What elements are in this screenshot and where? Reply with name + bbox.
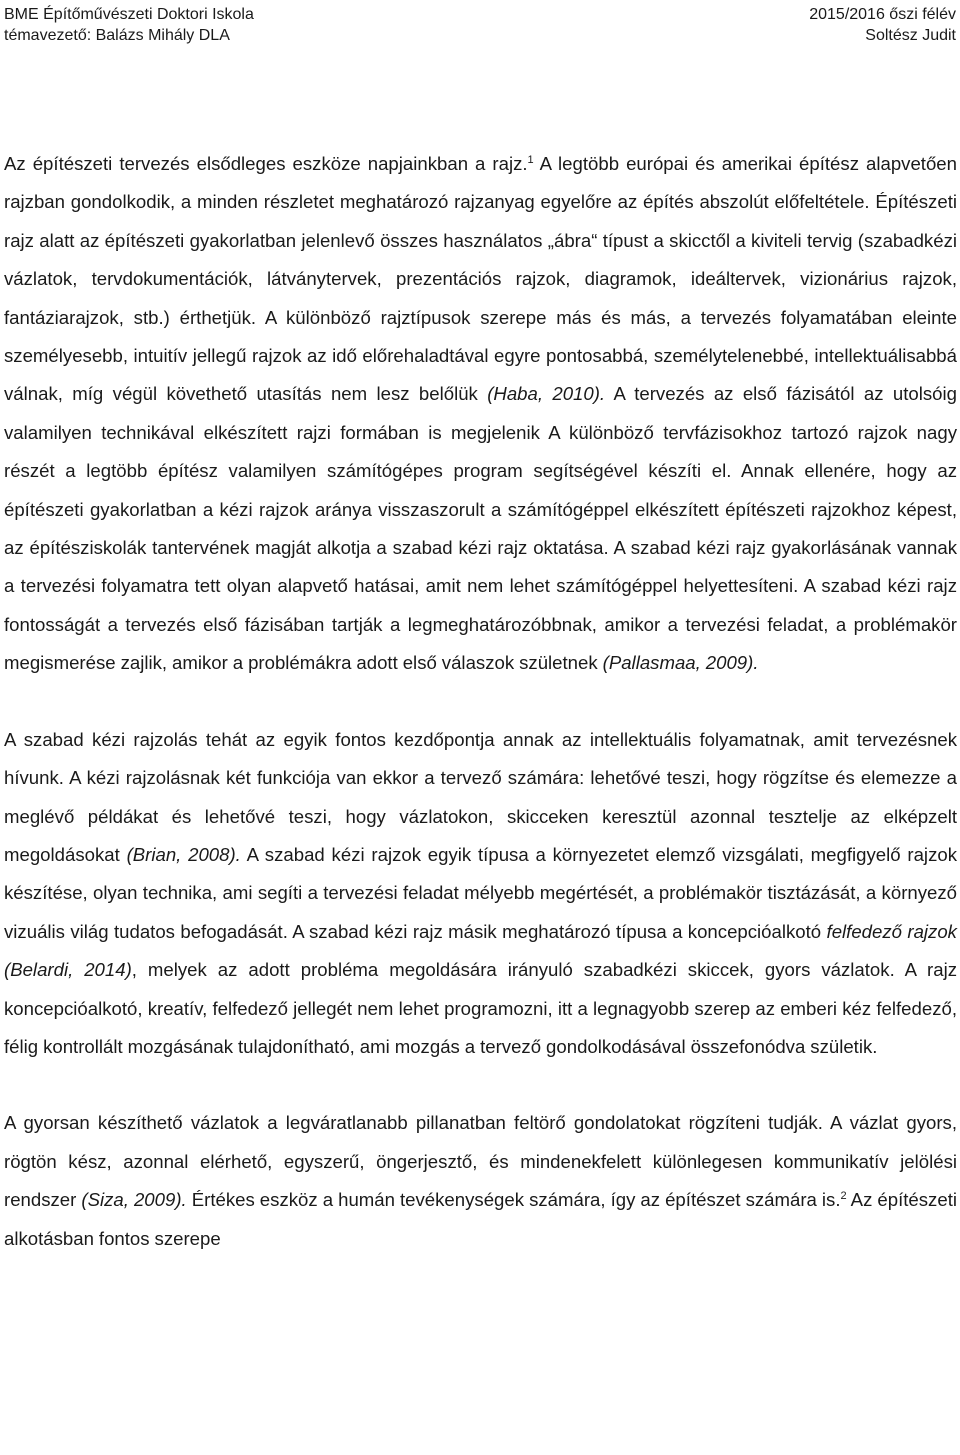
author-name: Soltész Judit — [865, 27, 956, 44]
footnote-ref-2[interactable]: 2 — [840, 1190, 847, 1203]
paragraph-3-text-3: Az építészeti alkotásban fontos szerepe — [4, 1189, 957, 1249]
citation-belardi: felfedező rajzok (Belardi, 2014) — [4, 920, 957, 981]
semester: 2015/2016 őszi félév — [809, 6, 956, 23]
paragraph-1-text-3: A tervezés az első fázisától az utolsóig valamilyen technikával elkészített rajzi formában is megjelenik A különböző tervfázisokhoz tartozó rajzok nagy részét a legtöbb építész valamilyen számítógépes program segítségével készíti el. Annak ellenére, hogy az építészeti gyakorlatban a kézi rajzok aránya visszaszorult a számítógéppel elkészített építészeti rajzokhoz képest, az építésziskolák tantervének magját alkotja a szabad kézi rajz oktatása. A szabad kézi rajz gyakorlásának vannak a tervezési folyamatra tett olyan alapvető hatásai, amit nem lehet számítógéppel helyettesíteni. A szabad kézi rajz fontosságát a tervezés első fázisában tartják a legmeghatározóbbnak, amikor a tervezési feladat, a problémakör megismerése zajlik, amikor a problémákra adott első válaszok születnek — [4, 383, 957, 674]
citation-siza: (Siza, 2009). — [81, 1189, 187, 1211]
paragraph-3-text-2: Értékes eszköz a humán tevékenységek számára, így az építészet számára is. — [186, 1189, 841, 1211]
school-name: BME Építőművészeti Doktori Iskola — [4, 6, 254, 23]
footnote-ref-1[interactable]: 1 — [527, 154, 534, 166]
citation-brian: (Brian, 2008). — [126, 843, 241, 865]
paragraph-1-text-1: Az építészeti tervezés elsődleges eszköze napjainkban a rajz. — [4, 153, 528, 174]
header-row-top — [4, 4, 956, 25]
paragraph-3 — [4, 1104, 957, 1258]
paragraph-1 — [4, 145, 957, 683]
paragraph-2-text-2: A szabad kézi rajzok egyik típusa a környezetet elemző vizsgálati, megfigyelő rajzok készítése, olyan technika, ami segíti a tervezési feladat mélyebb megértését, a problémakör tisztázását, a környező vizuális világ tudatos befogadását. A szabad kézi rajz másik meghatározó típusa a koncepcióalkotó — [4, 843, 957, 942]
citation-pallasmaa: (Pallasmaa, 2009). — [602, 652, 759, 674]
paragraph-2-text-1: A szabad kézi rajzolás tehát az egyik fontos kezdőpontja annak az intellektuális folyamatnak, amit tervezésnek hívunk. A kézi rajzolásnak két funkciója van ekkor a tervező számára: lehetővé teszi, hogy rögzítse és elemezze a meglévő példákat és lehetővé teszi, hogy vázlatokon, skicceken keresztül azonnal tesztelje az elképzelt megoldásokat — [4, 728, 957, 865]
citation-haba: (Haba, 2010). — [487, 383, 606, 405]
header-row-bottom — [4, 25, 956, 46]
paragraph-1-text-2: A legtöbb európai és amerikai építész alapvetően rajzban gondolkodik, a minden részletet meghatározó rajzanyag egyelőre az építés abszolút előfeltétele. Építészeti rajz alatt az építészeti gyakorlatban jelenlevő összes használatos „ábra“ típust a skicctől a kiviteli tervig (szabadkézi vázlatok, tervdokumentációk, látványtervek, prezentációs rajzok, diagramok, ideáltervek, vizionárius rajzok, fantáziarajzok, stb.) érthetjük. A különböző rajztípusok szerepe más és más, a tervezés folyamatában eleinte személyesebb, intuitív jellegű rajzok az idő előrehaladtával egyre pontosabbá, személytelenebbé, intellektuálisabbá válnak, míg végül követhető utasítás nem lesz belőlük — [4, 153, 957, 405]
paragraph-2 — [4, 721, 957, 1067]
paragraph-3-text-1: A gyorsan készíthető vázlatok a legváratlanabb pillanatban feltörő gondolatokat rögzíteni tudják. A vázlat gyors, rögtön kész, azonnal elérhető, egyszerű, öngerjesztő, és mindenekfelett különlegesen kommunikatív jelölési rendszer — [4, 1112, 957, 1211]
paragraph-2-text-3: , melyek az adott probléma megoldására irányuló szabadkézi skiccek, gyors vázlatok. A rajz koncepcióalkotó, kreatív, felfedező jellegét nem lehet programozni, itt a legnagyobb szerep az emberi kéz felfedező, félig kontrollált mozgásának tulajdonítható, ami mozgás a tervező gondolkodásával összefonódva születik. — [4, 959, 957, 1057]
document-body — [4, 145, 957, 1258]
supervisor: témavezető: Balázs Mihály DLA — [4, 27, 230, 44]
page-header — [4, 4, 956, 46]
